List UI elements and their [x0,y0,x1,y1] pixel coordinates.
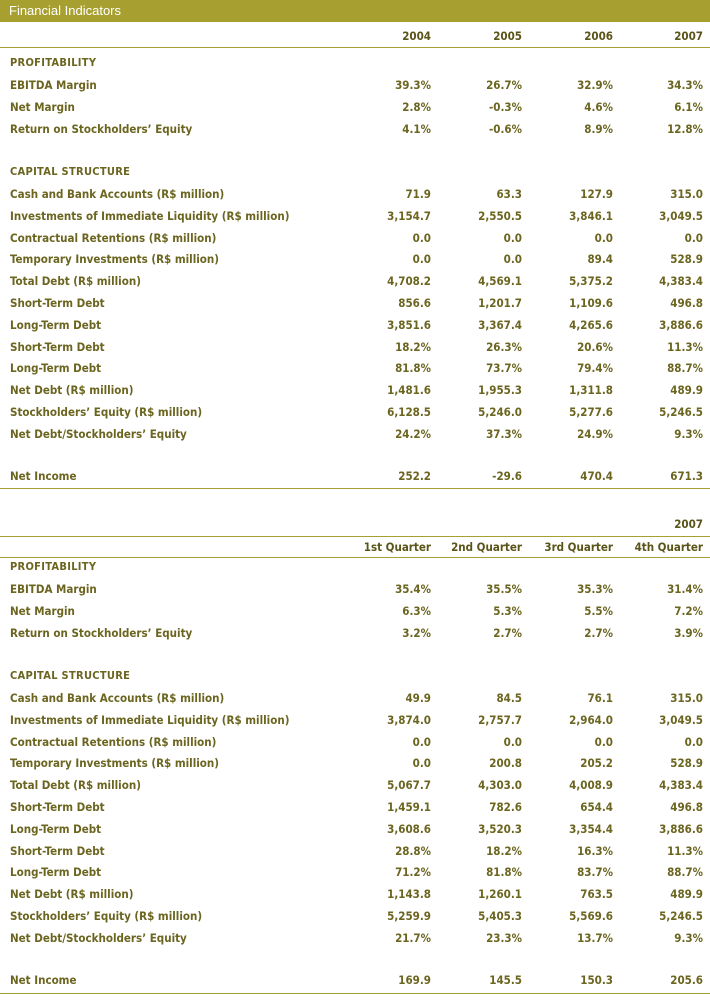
cell-value: 3,851.6 [387,317,431,332]
cell-value: 0.0 [503,734,522,749]
cell-value: 4.6% [584,99,613,114]
cell-value: 31.4% [667,582,703,596]
table-row [0,361,710,379]
table-row [0,100,710,118]
cell-value: 73.7% [486,361,522,376]
table-row [0,582,710,600]
row-label: Contractual Retentions (R$ million) [10,230,217,245]
cell-value: 3,367.4 [478,317,522,332]
row-label: Temporary Investments (R$ million) [10,252,219,267]
cell-value: 4,008.9 [569,778,613,793]
cell-value: 12.8% [667,121,703,136]
cell-value: 856.6 [398,296,431,310]
cell-value: 32.9% [577,78,613,92]
cell-value: 88.7% [667,361,703,376]
cell-value: 1,955.3 [478,383,522,398]
quarterly-header-row [0,540,710,558]
cell-value: 9.3% [674,930,703,945]
cell-value: 11.3% [667,843,703,858]
cell-value: 21.7% [395,930,431,945]
cell-value: 1,459.1 [387,800,431,814]
cell-value: 4,708.2 [387,274,431,289]
cell-value: 169.9 [398,973,431,987]
row-label: Return on Stockholders’ Equity [10,121,193,136]
row-label: Net Debt/Stockholders’ Equity [10,930,187,945]
table-row [0,909,710,927]
cell-value: 8.9% [584,121,613,136]
annual-header-row [0,29,710,47]
cell-value: 1,481.6 [387,383,431,398]
cell-value: 5,259.9 [387,909,431,923]
row-label: Cash and Bank Accounts (R$ million) [10,691,225,705]
net-income-row [0,469,710,487]
year-label: 2007 [674,517,703,531]
table-row [0,252,710,270]
cell-value: 1,109.6 [569,296,613,310]
cell-value: 20.6% [577,339,613,354]
cell-value: 2.8% [402,99,431,114]
cell-value: 71.2% [395,865,431,880]
column-header: 2007 [674,29,703,43]
table-bottom-rule [0,488,710,489]
table-row [0,887,710,905]
cell-value: 145.5 [489,973,522,987]
cell-value: 2.7% [493,625,522,640]
section-title-profitability [0,56,710,74]
column-header: 2005 [493,29,522,43]
net-income-row [0,973,710,991]
cell-value: 3,886.6 [659,821,703,836]
row-label: Long-Term Debt [10,317,102,332]
table-row [0,231,710,249]
column-header: 3rd Quarter [544,540,613,554]
column-header: 2006 [584,29,613,43]
row-label: Short-Term Debt [10,800,105,814]
row-label: EBITDA Margin [10,582,97,596]
row-label: Return on Stockholders’ Equity [10,625,193,640]
page-title: Financial Indicators [0,0,710,22]
cell-value: 0.0 [594,230,613,245]
cell-value: 28.8% [395,843,431,858]
column-header: 2nd Quarter [451,540,522,554]
row-label: Short-Term Debt [10,843,105,858]
cell-value: 24.2% [395,426,431,441]
table-row [0,318,710,336]
cell-value: 315.0 [670,187,703,201]
table-row [0,604,710,622]
cell-value: 4,383.4 [659,274,703,289]
cell-value: 3,520.3 [478,821,522,836]
cell-value: 37.3% [486,426,522,441]
cell-value: 71.9 [405,187,431,201]
cell-value: 3,886.6 [659,317,703,332]
cell-value: 81.8% [486,865,522,880]
table-row [0,756,710,774]
table-row [0,427,710,445]
cell-value: 6.3% [402,603,431,618]
table-row [0,405,710,423]
cell-value: 88.7% [667,865,703,880]
row-label: Short-Term Debt [10,339,105,354]
cell-value: 5,405.3 [478,909,522,923]
cell-value: 35.4% [395,582,431,596]
section-title-capital-structure [0,165,710,183]
cell-value: 0.0 [412,734,431,749]
cell-value: 26.3% [486,339,522,354]
cell-value: 49.9 [405,691,431,705]
table-row [0,78,710,96]
cell-value: 76.1 [587,691,613,705]
row-label: Net Margin [10,603,75,618]
cell-value: 5,067.7 [387,778,431,793]
cell-value: 205.6 [670,973,703,987]
table-row [0,340,710,358]
cell-value: 3,154.7 [387,208,431,223]
table-row [0,691,710,709]
cell-value: 24.9% [577,426,613,441]
section-label: PROFITABILITY [10,56,97,69]
cell-value: 6,128.5 [387,405,431,419]
column-header: 2004 [402,29,431,43]
cell-value: 315.0 [670,691,703,705]
cell-value: 252.2 [398,469,431,483]
cell-value: 489.9 [670,383,703,398]
cell-value: 2,550.5 [478,208,522,223]
cell-value: 35.5% [486,582,522,596]
cell-value: 84.5 [496,691,522,705]
cell-value: 3,354.4 [569,821,613,836]
cell-value: 13.7% [577,930,613,945]
cell-value: 205.2 [580,756,613,771]
row-label: Cash and Bank Accounts (R$ million) [10,187,225,201]
table-row [0,274,710,292]
cell-value: 34.3% [667,78,703,92]
section-title-capital-structure [0,669,710,687]
cell-value: 2.7% [584,625,613,640]
cell-value: -0.3% [489,99,522,114]
cell-value: 150.3 [580,973,613,987]
row-label: Total Debt (R$ million) [10,274,141,289]
cell-value: 5.3% [493,603,522,618]
table-row [0,800,710,818]
cell-value: 5,277.6 [569,405,613,419]
row-label: Net Debt (R$ million) [10,383,134,398]
cell-value: 3.2% [402,625,431,640]
table-row [0,931,710,949]
row-label: Contractual Retentions (R$ million) [10,734,217,749]
cell-value: 2,964.0 [569,712,613,727]
cell-value: 127.9 [580,187,613,201]
cell-value: 528.9 [670,252,703,267]
cell-value: 4,303.0 [478,778,522,793]
cell-value: 528.9 [670,756,703,771]
row-label: Stockholders’ Equity (R$ million) [10,909,203,923]
cell-value: 2,757.7 [478,712,522,727]
cell-value: 0.0 [412,252,431,267]
row-label: Short-Term Debt [10,296,105,310]
table-row [0,822,710,840]
row-label: Total Debt (R$ million) [10,778,141,793]
cell-value: 0.0 [594,734,613,749]
quarterly-year-row [0,517,710,535]
cell-value: 4,265.6 [569,317,613,332]
cell-value: 35.3% [577,582,613,596]
cell-value: 9.3% [674,426,703,441]
table-row [0,735,710,753]
cell-value: 3,846.1 [569,208,613,223]
row-label: Long-Term Debt [10,821,102,836]
cell-value: 5,569.6 [569,909,613,923]
row-label: Net Debt/Stockholders’ Equity [10,426,187,441]
cell-value: 671.3 [670,469,703,483]
table-row [0,209,710,227]
table-row [0,865,710,883]
row-label: Investments of Immediate Liquidity (R$ million) [10,208,290,223]
header-divider [0,557,710,558]
cell-value: 763.5 [580,887,613,902]
cell-value: 81.8% [395,361,431,376]
row-label: Net Debt (R$ million) [10,887,134,902]
cell-value: 496.8 [670,800,703,814]
cell-value: 470.4 [580,469,613,483]
section-label: PROFITABILITY [10,560,97,573]
cell-value: -29.6 [492,469,522,483]
header-divider [0,536,710,537]
cell-value: 0.0 [412,230,431,245]
cell-value: 26.7% [486,78,522,92]
cell-value: 0.0 [684,230,703,245]
row-label: Net Income [10,469,77,483]
cell-value: 654.4 [580,800,613,814]
row-label: Net Margin [10,99,75,114]
row-label: Long-Term Debt [10,361,102,376]
cell-value: 0.0 [503,230,522,245]
cell-value: 7.2% [674,603,703,618]
cell-value: -0.6% [489,121,522,136]
cell-value: 489.9 [670,887,703,902]
row-label: Stockholders’ Equity (R$ million) [10,405,203,419]
table-row [0,296,710,314]
cell-value: 3,049.5 [659,712,703,727]
cell-value: 11.3% [667,339,703,354]
cell-value: 782.6 [489,800,522,814]
cell-value: 63.3 [496,187,522,201]
cell-value: 5.5% [584,603,613,618]
cell-value: 0.0 [412,756,431,771]
cell-value: 3.9% [674,625,703,640]
table-row [0,122,710,140]
table-row [0,626,710,644]
cell-value: 0.0 [503,252,522,267]
cell-value: 3,049.5 [659,208,703,223]
cell-value: 3,874.0 [387,712,431,727]
cell-value: 83.7% [577,865,613,880]
header-divider [0,47,710,48]
cell-value: 4.1% [402,121,431,136]
cell-value: 4,569.1 [478,274,522,289]
row-label: EBITDA Margin [10,78,97,92]
section-title-profitability [0,560,710,578]
section-label: CAPITAL STRUCTURE [10,669,131,682]
cell-value: 3,608.6 [387,821,431,836]
cell-value: 6.1% [674,99,703,114]
cell-value: 1,311.8 [569,383,613,398]
cell-value: 79.4% [577,361,613,376]
cell-value: 496.8 [670,296,703,310]
cell-value: 18.2% [395,339,431,354]
row-label: Investments of Immediate Liquidity (R$ million) [10,712,290,727]
cell-value: 4,383.4 [659,778,703,793]
row-label: Long-Term Debt [10,865,102,880]
cell-value: 18.2% [486,843,522,858]
cell-value: 1,201.7 [478,296,522,310]
cell-value: 1,143.8 [387,887,431,902]
cell-value: 89.4 [587,252,613,267]
section-label: CAPITAL STRUCTURE [10,165,131,178]
table-row [0,187,710,205]
cell-value: 16.3% [577,843,613,858]
column-header: 4th Quarter [634,540,703,554]
cell-value: 39.3% [395,78,431,92]
cell-value: 0.0 [684,734,703,749]
cell-value: 5,246.0 [478,405,522,419]
cell-value: 23.3% [486,930,522,945]
table-row [0,713,710,731]
row-label: Net Income [10,973,77,987]
cell-value: 1,260.1 [478,887,522,902]
cell-value: 200.8 [489,756,522,771]
table-bottom-rule [0,993,710,994]
table-row [0,844,710,862]
column-header: 1st Quarter [363,540,431,554]
cell-value: 5,375.2 [569,274,613,289]
table-row [0,778,710,796]
cell-value: 5,246.5 [659,405,703,419]
row-label: Temporary Investments (R$ million) [10,756,219,771]
cell-value: 5,246.5 [659,909,703,923]
table-row [0,383,710,401]
